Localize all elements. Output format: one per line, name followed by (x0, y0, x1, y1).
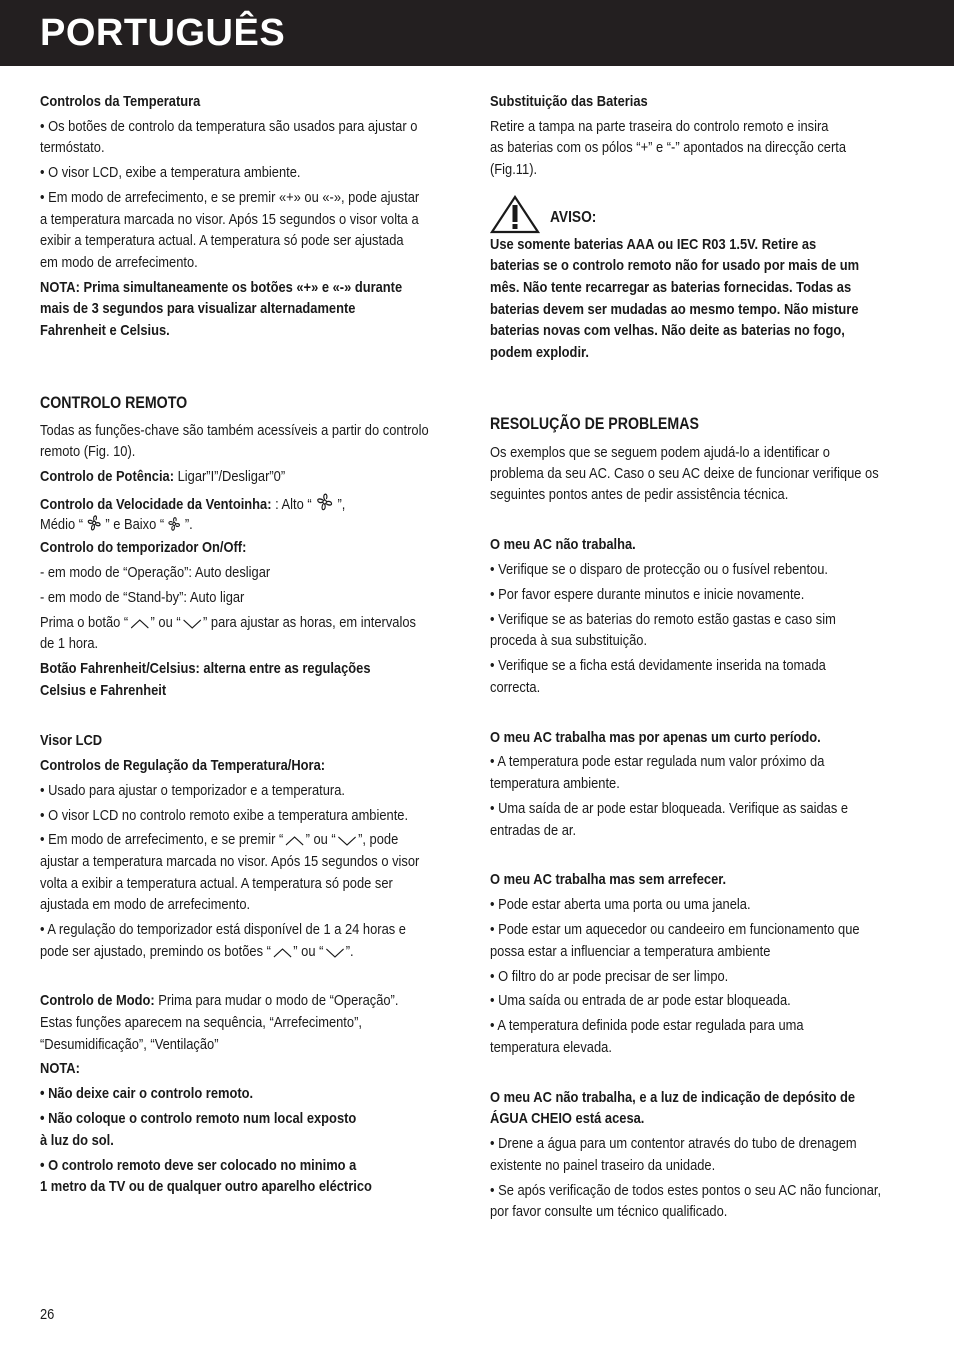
chevron-down-icon (182, 617, 201, 631)
lcd-bullet-3-text: • Em modo de arrefecimento, e se premir “ (40, 831, 284, 848)
timer-operation: - em modo de “Operação”: Auto desligar (40, 564, 271, 581)
temp-bullet-3-cont: em modo de arrefecimento. (40, 254, 198, 271)
temp-bullet-1-cont: termóstato. (40, 139, 105, 156)
mode-text: Prima para mudar o modo de “Operação”. (154, 992, 399, 1009)
problem-1-bullet-cont: correcta. (490, 679, 541, 696)
remote-intro: Todas as funções-chave são também acessíveis a partir do controlo (40, 422, 429, 439)
lcd-bullet-2: • O visor LCD no controlo remoto exibe a temperatura ambiente. (40, 807, 409, 824)
timer-press (40, 612, 416, 634)
troubleshooting-heading: RESOLUÇÃO DE PROBLEMAS (490, 415, 699, 433)
lcd-bullet-4: • A regulação do temporizador está disponível de 1 a 24 horas e (40, 921, 406, 938)
problem-4-heading: O meu AC não trabalha, e a luz de indicação de depósito de (490, 1089, 856, 1106)
temp-note: NOTA: Prima simultaneamente os botões «+» e «-» durante (40, 279, 403, 296)
problem-2-heading: O meu AC trabalha mas por apenas um curto período. (490, 729, 821, 746)
lcd-bullet-3-cont: ajustada em modo de arrefecimento. (40, 896, 251, 913)
warning-icon (490, 194, 540, 234)
battery-text-cont: as baterias com os pólos “+” e “-” apontados na direcção certa (490, 139, 847, 156)
chevron-up-icon (130, 617, 149, 631)
mode-control-cont: “Desumidificação”, “Ventilação” (40, 1036, 219, 1053)
fan-control (40, 491, 345, 516)
temp-heading: Controlos da Temperatura (40, 93, 201, 110)
fan-text: ”, (337, 496, 346, 513)
nota-bullet-3-cont: 1 metro da TV ou de qualquer outro aparelho eléctrico (40, 1178, 372, 1195)
temp-bullet-1: • Os botões de controlo da temperatura são usados para ajustar o (40, 118, 418, 135)
fan-text: ”. (184, 516, 193, 533)
problem-1-bullet: • Verifique se a ficha está devidamente inserida na tomada (490, 657, 826, 674)
lcd-bullet-4-text: ” ou “ (293, 943, 324, 960)
timer-standby: - em modo de “Stand-by”: Auto ligar (40, 589, 245, 606)
troubleshooting-intro-cont: problema da seu AC. Caso o seu AC deixe de funcionar verifique os (490, 465, 879, 482)
problem-3-bullet: • Pode estar aberta uma porta ou uma janela. (490, 896, 751, 913)
problem-1-bullet-cont: proceda à sua substituição. (490, 632, 648, 649)
lcd-bullet-4-cont (40, 941, 354, 963)
nota-bullet-2-cont: à luz do sol. (40, 1132, 114, 1149)
fan-medium-icon (85, 513, 104, 533)
warning-text-cont: baterias devem ser mudadas ao mesmo tempo. Não misture (490, 301, 859, 318)
fan-high-icon (313, 491, 335, 513)
page-number: 26 (40, 1306, 55, 1323)
temp-bullet-3-cont: a temperatura marcada no visor. Após 15 segundos o visor volta a (40, 211, 419, 228)
lcd-bullet-3-cont: volta a exibir a temperatura actual. A temperatura só pode ser (40, 875, 393, 892)
problem-4-heading-cont: ÁGUA CHEIO está acesa. (490, 1110, 645, 1127)
problem-1-heading: O meu AC não trabalha. (490, 536, 636, 553)
battery-text-cont: (Fig.11). (490, 161, 538, 178)
problem-3-bullet: • Pode estar um aquecedor ou candeeiro em funcionamento que (490, 921, 860, 938)
mode-control-cont: Estas funções aparecem na sequência, “Arrefecimento”, (40, 1014, 362, 1031)
problem-3-bullet: • O filtro do ar pode precisar de ser limpo. (490, 968, 729, 985)
temp-bullet-3-cont: exibir a temperatura actual. A temperatura só pode ser ajustada (40, 232, 404, 249)
temp-bullet-2: • O visor LCD, exibe a temperatura ambiente. (40, 164, 301, 181)
lcd-bullet-4-text: ”. (345, 943, 354, 960)
problem-3-bullet: • A temperatura definida pode estar regulada para uma (490, 1017, 804, 1034)
problem-3-heading: O meu AC trabalha mas sem arrefecer. (490, 871, 727, 888)
lcd-bullet-3-text: ” ou “ (305, 831, 336, 848)
temp-note-cont: Fahrenheit e Celsius. (40, 322, 170, 339)
lcd-bullet-4-text: pode ser ajustado, premindo os botões “ (40, 943, 271, 960)
timer-press-text: ” ou “ (150, 614, 181, 631)
warning-text-cont: baterias novas com velhas. Não deite as baterias no fogo, (490, 322, 845, 339)
nota-bullet-3: • O controlo remoto deve ser colocado no minimo a (40, 1157, 357, 1174)
fan-text: Médio “ (40, 516, 84, 533)
lcd-bullet-1: • Usado para ajustar o temporizador e a temperatura. (40, 782, 345, 799)
problem-1-bullet: • Por favor espere durante minutos e inicie novamente. (490, 586, 805, 603)
timer-label: Controlo do temporizador On/Off: (40, 539, 247, 556)
problem-3-bullet-cont: temperatura elevada. (490, 1039, 612, 1056)
problem-4-bullet-cont: por favor consulte um técnico qualificado. (490, 1203, 728, 1220)
problem-2-bullet-cont: temperatura ambiente. (490, 775, 620, 792)
fan-label: Controlo da Velocidade da Ventoinha: (40, 496, 272, 513)
timer-press-text: ” para ajustar as horas, em intervalos (203, 614, 416, 631)
power-label: Controlo de Potência: (40, 468, 175, 485)
nota-bullet-2: • Não coloque o controlo remoto num local exposto (40, 1110, 357, 1127)
problem-1-bullet: • Verifique se o disparo de protecção ou o fusível rebentou. (490, 561, 828, 578)
nota-label: NOTA: (40, 1060, 80, 1077)
lcd-bullet-3 (40, 829, 398, 851)
lcd-heading: Visor LCD (40, 732, 103, 749)
warning-label: AVISO: (550, 209, 597, 226)
problem-4-bullet: • Se após verificação de todos estes pontos o seu AC não funcionar, (490, 1182, 882, 1199)
remote-intro-cont: remoto (Fig. 10). (40, 443, 136, 460)
problem-2-bullet-cont: entradas de ar. (490, 822, 577, 839)
power-control (40, 466, 285, 488)
lcd-subheading: Controlos de Regulação da Temperatura/Hora: (40, 757, 326, 774)
temp-bullet-3: • Em modo de arrefecimento, e se premir «+» ou «-», pode ajustar (40, 189, 420, 206)
power-text: Ligar”I”/Desligar”0” (174, 468, 286, 485)
chevron-down-icon (325, 946, 344, 960)
battery-heading: Substituição das Baterias (490, 93, 648, 110)
warning-text: Use somente baterias AAA ou IEC R03 1.5V. Retire as (490, 236, 817, 253)
page-header (0, 0, 954, 66)
lcd-bullet-3-text: ”, pode (358, 831, 399, 848)
fc-button: Botão Fahrenheit/Celsius: alterna entre as regulações (40, 660, 371, 677)
page-title: PORTUGUÊS (40, 12, 286, 54)
battery-text: Retire a tampa na parte traseira do controlo remoto e insira (490, 118, 829, 135)
warning-text-cont: podem explodir. (490, 344, 589, 361)
fan-low-icon (166, 515, 183, 533)
nota-bullet-1: • Não deixe cair o controlo remoto. (40, 1085, 254, 1102)
timer-press-cont: de 1 hora. (40, 635, 99, 652)
problem-2-bullet: • A temperatura pode estar regulada num valor próximo da (490, 753, 825, 770)
timer-press-text: Prima o botão “ (40, 614, 129, 631)
problem-3-bullet: • Uma saída ou entrada de ar pode estar bloqueada. (490, 992, 791, 1009)
fan-control-cont (40, 513, 193, 536)
troubleshooting-intro: Os exemplos que se seguem podem ajudá-lo a identificar o (490, 444, 830, 461)
chevron-up-icon (285, 834, 304, 848)
temp-note-cont: mais de 3 segundos para visualizar alternadamente (40, 300, 356, 317)
chevron-down-icon (337, 834, 356, 848)
warning-text-cont: mês. Não tente recarregar as baterias fornecidas. Todas as (490, 279, 852, 296)
problem-4-bullet-cont: existente no painel traseiro da unidade. (490, 1157, 716, 1174)
troubleshooting-intro-cont: seguintes pontos antes de pedir assistência técnica. (490, 486, 789, 503)
fan-text: ” e Baixo “ (105, 516, 165, 533)
fan-text: : Alto “ (271, 496, 312, 513)
remote-heading: CONTROLO REMOTO (40, 394, 188, 412)
problem-2-bullet: • Uma saída de ar pode estar bloqueada. Verifique as saidas e (490, 800, 849, 817)
problem-1-bullet: • Verifique se as baterias do remoto estão gastas e caso sim (490, 611, 836, 628)
fc-button-cont: Celsius e Fahrenheit (40, 682, 167, 699)
mode-label: Controlo de Modo: (40, 992, 155, 1009)
problem-4-bullet: • Drene a água para um contentor através do tubo de drenagem (490, 1135, 857, 1152)
chevron-up-icon (273, 946, 292, 960)
mode-control (40, 990, 398, 1012)
warning-text-cont: baterias se o controlo remoto não for usado por mais de um (490, 257, 860, 274)
problem-3-bullet-cont: possa estar a influenciar a temperatura ambiente (490, 943, 771, 960)
lcd-bullet-3-cont: ajustar a temperatura marcada no visor. Após 15 segundos o visor (40, 853, 420, 870)
